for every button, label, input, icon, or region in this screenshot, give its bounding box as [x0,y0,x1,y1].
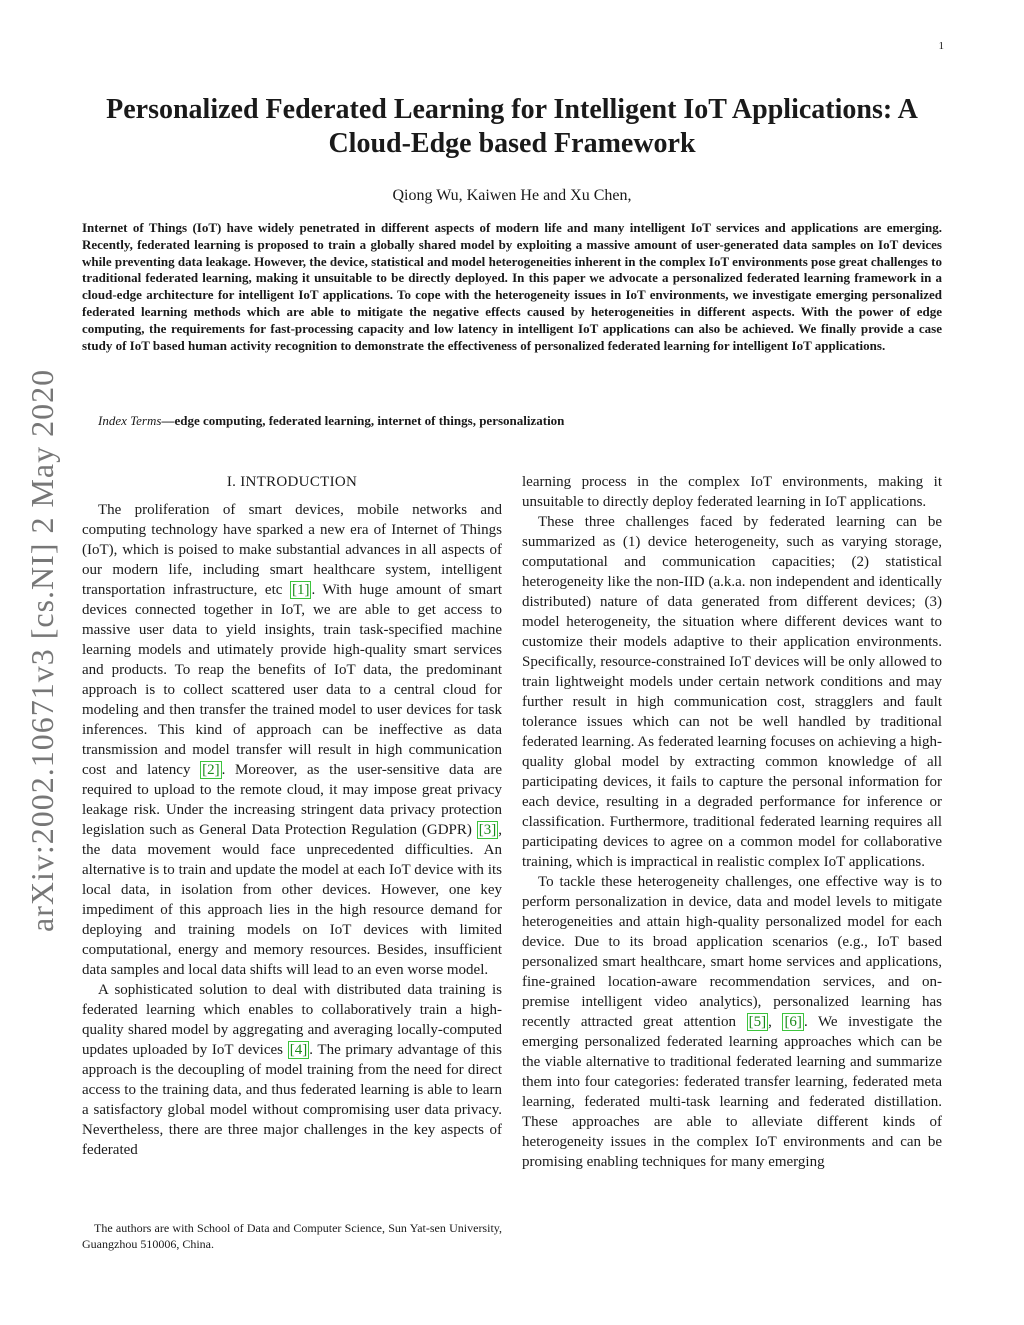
page-number: 1 [938,40,944,52]
citation-link-5[interactable]: [5] [748,1014,767,1030]
footnote-text: The authors are with School of Data and Computer Science, Sun Yat-sen University, Guangzhou 510006, China. [82,1221,502,1251]
intro-paragraph-2 [82,980,502,1160]
text-run: , [768,1014,783,1030]
author-affiliation-footnote [82,1220,502,1252]
citation-link-1[interactable]: [1] [291,582,310,598]
intro-paragraph-3: These three challenges faced by federated learning can be summarized as (1) device heterogeneity, such as varying storage, computational and communication capacities; (2) statistical heterogeneity like the non-IID (a.k.a. non independent and identically distributed) nature of data generated from different devices; (3) model heterogeneity, the situation where different devices want to customize their models adaptive to their application environments. Specifically, resource-constrained IoT devices will be only allowed to train lightweight models under certain network conditions and may further result in high communication cost, stragglers and fault tolerance issues which can not be well handled by traditional federated learning. As federated learning focuses on achieving a high-quality global model by extracting common knowledge of all participating devices, it fails to capture the personal information for each device, resulting in a degraded performance for inference or classification. Furthermore, traditional federated learning requires all participating devices to agree on a common model for collaborative training, which is impractical in realistic complex IoT applications. [522,514,942,870]
citation-link-4[interactable]: [4] [289,1042,308,1058]
text-run: To tackle these heterogeneity challenges, one effective way is to perform personalization in device, data and model levels to mitigate heterogeneities and attain high-quality personalized model for each device. Due to its broad application scenarios (e.g., IoT based personalized smart healthcare, smart home services and applications, fine-grained location-aware recommendation services, and on-premise intelligent video analytics), personalized learning has recently attracted great attention [522,874,942,1030]
text-run: . The primary advantage of this approach is the decoupling of model training from the need for direct access to the training data, and thus federated learning is able to learn a satisfactory global model without compromising user data privacy. Nevertheless, there are three major challenges in the key aspects of federated [82,1042,503,1158]
intro-paragraph-continued: learning process in the complex IoT environments, making it unsuitable to directly deploy federated learning in IoT applications. [522,474,942,510]
index-terms-label: Index Terms [98,413,162,428]
text-run: A sophisticated solution to deal with distributed data training is federated learning which enables to collaboratively train a high-quality shared model by aggregating and averaging locally-computed updates uploaded by IoT devices [82,982,502,1058]
citation-link-3[interactable]: [3] [478,822,497,838]
text-run: . Moreover, as the user-sensitive data are required to upload to the remote cloud, it may impose great privacy leakage risk. Under the increasing stringent data privacy protection legislation such as General Data Protection Regulation (GDPR) [82,762,502,838]
abstract: Internet of Things (IoT) have widely penetrated in different aspects of modern life and many intelligent IoT services and applications are emerging. Recently, federated learning is proposed to train a globally shared model by exploiting a massive amount of user-generated data samples on IoT devices while preventing data leakage. However, the device, statistical and model heterogeneities inherent in the complex IoT environments pose great challenges to traditional federated learning, making it unsuitable to be directly deployed. In this paper we advocate a personalized federated learning framework in a cloud-edge architecture for intelligent IoT applications. To cope with the heterogeneity issues in IoT environments, we investigate emerging personalized federated learning methods which are able to mitigate the negative effects caused by heterogeneities in different aspects. With the power of edge computing, the requirements for fast-processing capacity and low latency in intelligent IoT applications can also be achieved. We finally provide a case study of IoT based human activity recognition to demonstrate the effectiveness of personalized federated learning for intelligent IoT applications. [82,220,942,353]
text-run: . With huge amount of smart devices connected together in IoT, we are able to get access to massive user data to yield insights, train task-specified machine learning models and utimately provide high-quality smart services and products. To reap the benefits of IoT data, the predominant approach is to collect scattered user data to a central cloud for modeling and then transfer the trained model to user devices for task inferences. This kind of approach can be ineffective as data transmission and model transfer will result in high communication cost and latency [82,582,503,778]
left-column [82,472,502,1160]
index-terms-dash: — [161,413,175,428]
index-terms-list: edge computing, federated learning, internet of things, personalization [174,413,565,428]
arxiv-identifier-stamp: arXiv:2002.10671v3 [cs.NI] 2 May 2020 [24,368,60,932]
text-run: . We investigate the emerging personalized federated learning approaches which can be the viable alternative to traditional federated learning and summarize them into four categories: federated transfer learning, federated meta learning, federated multi-task learning and federated distillation. These approaches are able to alleviate different kinds of heterogeneity issues in the complex IoT environments and can be promising enabling techniques for many emerging [522,1014,943,1170]
paper-title: Personalized Federated Learning for Intelligent IoT Applications: A Cloud-Edge based Framework [106,94,918,159]
citation-link-2[interactable]: [2] [202,762,220,778]
text-run: , the data movement would face unprecedented difficulties. An alternative is to train and update the model at each IoT device with its local data, in isolation from other devices. However, one key impediment of this approach lies in the high resource demand for deploying and training models on IoT devices with limited computational, energy and memory resources. Besides, insufficient data samples and local data shifts will lead to an even worse model. [82,822,502,978]
author-list: Qiong Wu, Kaiwen He and Xu Chen, [392,187,632,204]
right-column [522,472,942,1172]
index-terms [82,412,942,429]
citation-link-6[interactable]: [6] [784,1014,802,1030]
intro-paragraph-1 [82,500,502,980]
text-run: The proliferation of smart devices, mobile networks and computing technology have sparked a new era of Internet of Things (IoT), which is poised to make substantial advances in all aspects of our modern life, including smart healthcare system, intelligent transportation infrastructure, etc [82,502,502,598]
intro-paragraph-4 [522,872,942,1172]
section-heading: I. INTRODUCTION [226,474,358,490]
